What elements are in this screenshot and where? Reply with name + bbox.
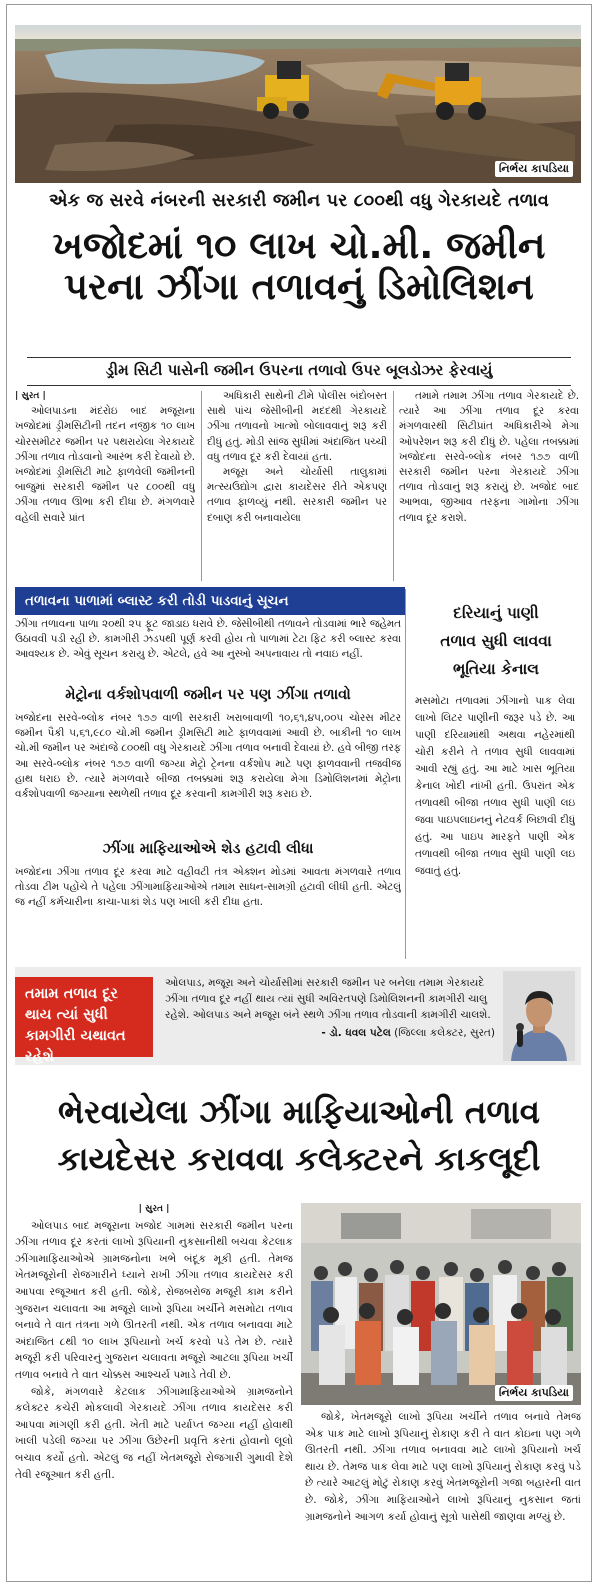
group-photo-image	[301, 1203, 581, 1405]
main-headline-line2: પરના ઝીંગા તળાવનું ડિમોલિશન	[64, 265, 534, 309]
photo-credit: નિર્ભય કાપડિયા	[495, 161, 573, 177]
group-photo-credit: નિર્ભય કાપડિયા	[495, 1385, 573, 1401]
newspaper-page	[6, 4, 592, 1582]
blast-banner: તળાવના પાળામાં બ્લાસ્ટ કરી તોડી પાડવાનું સૂચન	[15, 587, 405, 615]
collector-quote-text: ઓલપાડ, મજૂરા અને ચોર્યાસીમાં સરકારી જમીન પર બનેલા તમામ ગેરકાયદે ઝીંગા તળાવ દૂર નહીં થાય ત્યાં સુધી અવિરતપણે ડિમોલિશનની કામગીરી ચાલુ રહેશે. ઓલપાડ અને મજૂરા બંને સ્થળે ઝીંગા તળાવ તોડવાની કામગીરી ચાલશે.	[165, 977, 491, 1021]
metro-subhead: મેટ્રોના વર્કશોપવાળી જમીન પર પણ ઝીંગા તળાવો	[65, 687, 351, 703]
collector-attribution-name: - ડો. ધવલ પટેલ	[321, 1027, 391, 1039]
story1-col1-text: ઓલપાડના મંદરોઇ બાદ મજૂરાના ખજોદમાં ડ્રીમસિટીની તદન નજીક ૧૦ લાખ ચોરસમીટર જમીન પર પથરાયેલા ગેરકાયદે ઝીંગા તળાવ તોડવાનો આરંભ કરી દેવાયો છે. ખજોદમાં ડ્રીમસિટી માટે ફાળવેલી જમીનની બાજુમાં સરકારી જમીન પર ૮૦૦થી વધુ ઝીંગા તળાવ ઊભા કરી દીધા છે. મંગળવારે વહેલી સવારે પ્રાંત	[15, 405, 195, 524]
story1-col2-text: અધિકારી સાથેની ટીમે પોલીસ બંદોબસ્ત સાથે પાંચ જેસીબીની મદદથી ગેરકાયદે ઝીંગા તળાવનો ખાત્મો બોલાવવાનું શરૂ કરી દીધું હતું. મોડી સાંજ સુધીમાં અંદાજિત પચ્ચી વધુ તળાવ દૂર કરી દેવાયાં હતા.	[207, 390, 387, 463]
deck-line: ડ્રીમ સિટી પાસેની જમીન ઉપરના તળાવો ઉપર બૂલડોઝર ફેરવાયું	[105, 361, 493, 379]
kicker-line: એક જ સરવે નંબરની સરકારી જમીન પર ૮૦૦થી વધુ ગેરકાયદે તળાવ	[48, 191, 550, 211]
story2-p1: ઓલપાડ બાદ મજૂરાના ખજોદ ગામમાં સરકારી જમીન પરના ઝીંગા તળાવ દૂર કરતાં લાખો રૂપિયાની નુકસાનીથી બચવા કેટલાક ઝીંગામાફિયાઓએ ગ્રામજનોના ખભે બંદૂક મૂકી હતી. તેમજ ખેતમજૂરોની રોજગારીને ધ્યાને રાખી ઝીંગા તળાવ કાયદેસર કરી આપવા રજૂઆત કરી હતી. જોકે, રોજબરોજ મજૂરી કામ કરીને ગુજરાન ચલાવતા આ મજૂરો લાખો રૂપિયા ખર્ચીને મસમોટા તળાવ બનાવે તે વાત તંત્રના ગળે ઊતરતી નથી. એક તળાવ બનાવવા માટે અંદાજિત ૮થી ૧૦ લાખ રૂપિયાનો ખર્ચ કરવો પડે તેમ છે. ત્યારે મજૂરી કરી પરિવારનું ગુજરાન ચલાવતા મજૂરો આટલા રૂપિયા ખર્ચી તળાવ બનાવે તે વાત ચોક્કસ આશ્ચર્ય પમાડે તેવી છે.	[15, 1219, 293, 1381]
sidebar-title-1: દરિયાનું પાણી	[453, 604, 539, 622]
collector-portrait-image	[503, 971, 575, 1061]
deck-rule-bottom	[27, 385, 571, 386]
col-divider	[393, 391, 394, 581]
story2-col-right	[305, 1409, 581, 1581]
story2-p3: જોકે, ખેતમજૂરો લાખો રૂપિયા ખર્ચીને તળાવ બનાવે તેમજ એક પાક માટે લાખો રૂપિયાનું રોકાણ કરી તે વાત કોઇના પણ ગળે ઊતરતી નથી. ઝીંગા તળાવ બનાવવા માટે લાખો રૂપિયાનો ખર્ચ થાય છે. તેમજ પાક લેવા માટે પણ લાખો રૂપિયાનું રોકાણ કરવું પડે છે ત્યારે આટલું મોટું રોકાણ કરવું ખેતમજૂરોની ગજા બહારની વાત છે. જોકે, ઝીંગા માફિયાઓને લાખો રૂપિયાનું નુકસાન જતાં ગ્રામજનોને આગળ કર્યા હોવાનું સૂત્રો પાસેથી જાણવા મળ્યું છે.	[305, 1411, 581, 1523]
group-photo	[301, 1203, 581, 1405]
second-headline-line2: કાયદેસર કરાવવા કલેક્ટરને કાકલૂદી	[57, 1140, 541, 1179]
sidebar-title-2: તળાવ સુધી લાવવા	[440, 632, 552, 650]
shed-body: ખજોદના ઝીંગા તળાવ દૂર કરવા માટે વહીવટી તંત્ર એક્શન મોડમાં આવતા મંગળવારે તળાવ તોડવા ટીમ પહોંચે તે પહેલા ઝીંગામાફિયાઓએ તમામ સાધન-સામગ્રી હટાવી લીધી હતી. એટલું જ નહીં કર્મચારીના કાચા-પાકાં શેડ પણ ખાલી કરી દીધા હતા.	[15, 866, 401, 909]
story1-col2	[207, 389, 387, 579]
demolition-photo-image	[15, 25, 581, 183]
story2-dateline: | સુરત |	[138, 1204, 170, 1214]
sidebar-divider	[405, 589, 406, 959]
collector-attribution-line	[165, 1025, 495, 1041]
collector-attribution-role: (જિલ્લા કલેક્ટર, સુરત)	[394, 1027, 495, 1039]
collector-portrait	[503, 971, 575, 1061]
collector-red-label: તમામ તળાવ દૂર થાય ત્યાં સુધી કામગીરી યથાવત રહેશે	[15, 977, 153, 1057]
demolition-photo	[15, 25, 581, 183]
story2-col-left	[15, 1201, 293, 1581]
blast-text	[15, 617, 401, 681]
metro-body: ખજોદના સરવે-બ્લોક નંબર ૧૭૭ વાળી સરકારી ખરાબાવાળી ૧૦,૬૧,૪૫,૦૦૫ ચોરસ મીટર જમીન પૈકી ૫,૬૧,૯૮૦ ચો.મી જમીન ડ્રીમસિટી માટે ફાળવવામાં આવી છે. બાકીની ૧૦ લાખ ચો.મી જમીન પર અંદાજે ૮૦૦થી વધુ ગેરકાયદે ઝીંગા તળાવ બનાવી દેવાયાં છે. હવે બીજી તરફ આ સરવે-બ્લોક નંબર ૧૭૭ વાળી જગ્યા મેટ્રો ટ્રેનના વર્કશોપ માટે પણ ફાળવવાની તજવીજ હાથ ધરાઇ છે. ત્યારે મંગળવારે બીજા તબક્કામાં શરૂ કરાયેલા મેગા ડિમોલિશનમાં મેટ્રોના વર્કશોપવાળી જગ્યાના સ્થળેથી તળાવ દૂર કરવાની કામગીરી શરૂ કરાઇ છે.	[15, 712, 401, 801]
story1-col2b-text: મજૂરા અને ચોર્યાસી તાલુકામાં મત્સ્યઉદ્યોગ દ્વારા કાયદેસર રીતે એકપણ તળાવ ફાળવ્યું નથી. સરકારી જમીન પર દબાણ કરી બનાવાયેલા	[207, 466, 387, 524]
shed-subhead: ઝીંગા માફિયાઓએ શેડ હટાવી લીધા	[102, 841, 314, 857]
second-headline-line1: ભેરવાયેલા ઝીંગા માફિયાઓની તળાવ	[57, 1093, 541, 1131]
second-headline	[7, 1089, 591, 1183]
sidebar-title-3: ભૂતિયા કેનાલ	[452, 660, 540, 678]
shed-text	[15, 865, 401, 959]
story1-dateline: | સુરત |	[15, 391, 46, 401]
sidebar-text	[415, 693, 575, 959]
story1-col3	[399, 389, 579, 579]
story1-col3-text: તમામે તમામ ઝીંગા તળાવ ગેરકાયદે છે. ત્યારે આ ઝીંગા તળાવ દૂર કરવા મંગળવારથી સિટીપ્રાંત અધિકારીએ મેગા ઓપરેશન શરૂ કરી દીધું છે. પહેલા તબક્કામાં ખજોદના સરવે-બ્લોક નંબર ૧૭૭ વાળી સરકારી જમીન પરના ગેરકાયદે ઝીંગા તળાવ તોડવાનું શરૂ કરાયું છે. ખજોદ બાદ આભવા, જીઆવ તરફના ગામોના ઝીંગા તળાવ દૂર કરાશે.	[399, 390, 579, 524]
story2-p2: જોકે, મંગળવારે કેટલાક ઝીંગામાફિયાઓએ ગ્રામજનોને કલેક્ટર કચેરી મોકલાવી ગેરકાયદે ઝીંગા તળાવ કાયદેસર કરી આપવા માંગણી કરી હતી. ખેતી માટે પર્યાપ્ત જગ્યા નહીં હોવાથી ખાલી પડેલી જગ્યા પર ઝીંગા ઉછેરની પ્રવૃત્તિ કરતાં હોવાનો લૂલો બચાવ કર્યો હતો. એટલું જ નહીં ખેતમજૂરો રોજગારી ગુમાવી દેશે તેવી રજૂઆત કરી હતી.	[15, 1385, 293, 1481]
sidebar-body: મસમોટા તળાવમાં ઝીંગાનો પાક લેવા લાખો લિટર પાણીની જરૂર પડે છે. આ પાણી દરિયામાંથી અથવા નહેરમાંથી ચોરી કરીને તે તળાવ સુધી લાવવામાં આવી રહ્યું હતું. આ માટે ખાસ ભૂતિયા કેનાલ ખોદી નાંખી હતી. ઉપરાંત એક તળાવથી બીજા તળાવ સુધી પાણી લઇ જવા પાઇપલાઇનનું નેટવર્ક બિછાવી દીધું હતું. આ પાઇપ મારફતે પાણી એક તળાવથી બીજા તળાવ સુધી પાણી લઇ જવાતું હતું.	[415, 695, 575, 877]
story1-col1	[15, 389, 195, 579]
deck-rule-top	[27, 357, 571, 358]
blast-body: ઝીંગા તળાવના પાળા ૨૦થી ૨૫ ફૂટ જાડાઇ ધરાવે છે. જેસીબીથી તળાવને તોડવામાં ભારે જહેમત ઉઠાવવી પડી રહી છે. કામગીરી ઝડપથી પૂર્ણ કરવી હોય તો પાળામાં ટેટા ફિટ કરી બ્લાસ્ટ કરવા આવશ્યક છે. એવું સૂચન કરાયુ છે. એટલે, હવે આ નુસ્ખો અપનાવાય તો નવાઇ નહીં.	[15, 618, 401, 661]
collector-quote	[165, 975, 495, 1041]
collector-box	[15, 967, 581, 1065]
col-divider	[201, 391, 202, 581]
main-headline-line1: ખજોદમાં ૧૦ લાખ ચો.મી. જમીન	[52, 224, 546, 267]
main-headline	[7, 225, 591, 308]
metro-text	[15, 711, 401, 827]
